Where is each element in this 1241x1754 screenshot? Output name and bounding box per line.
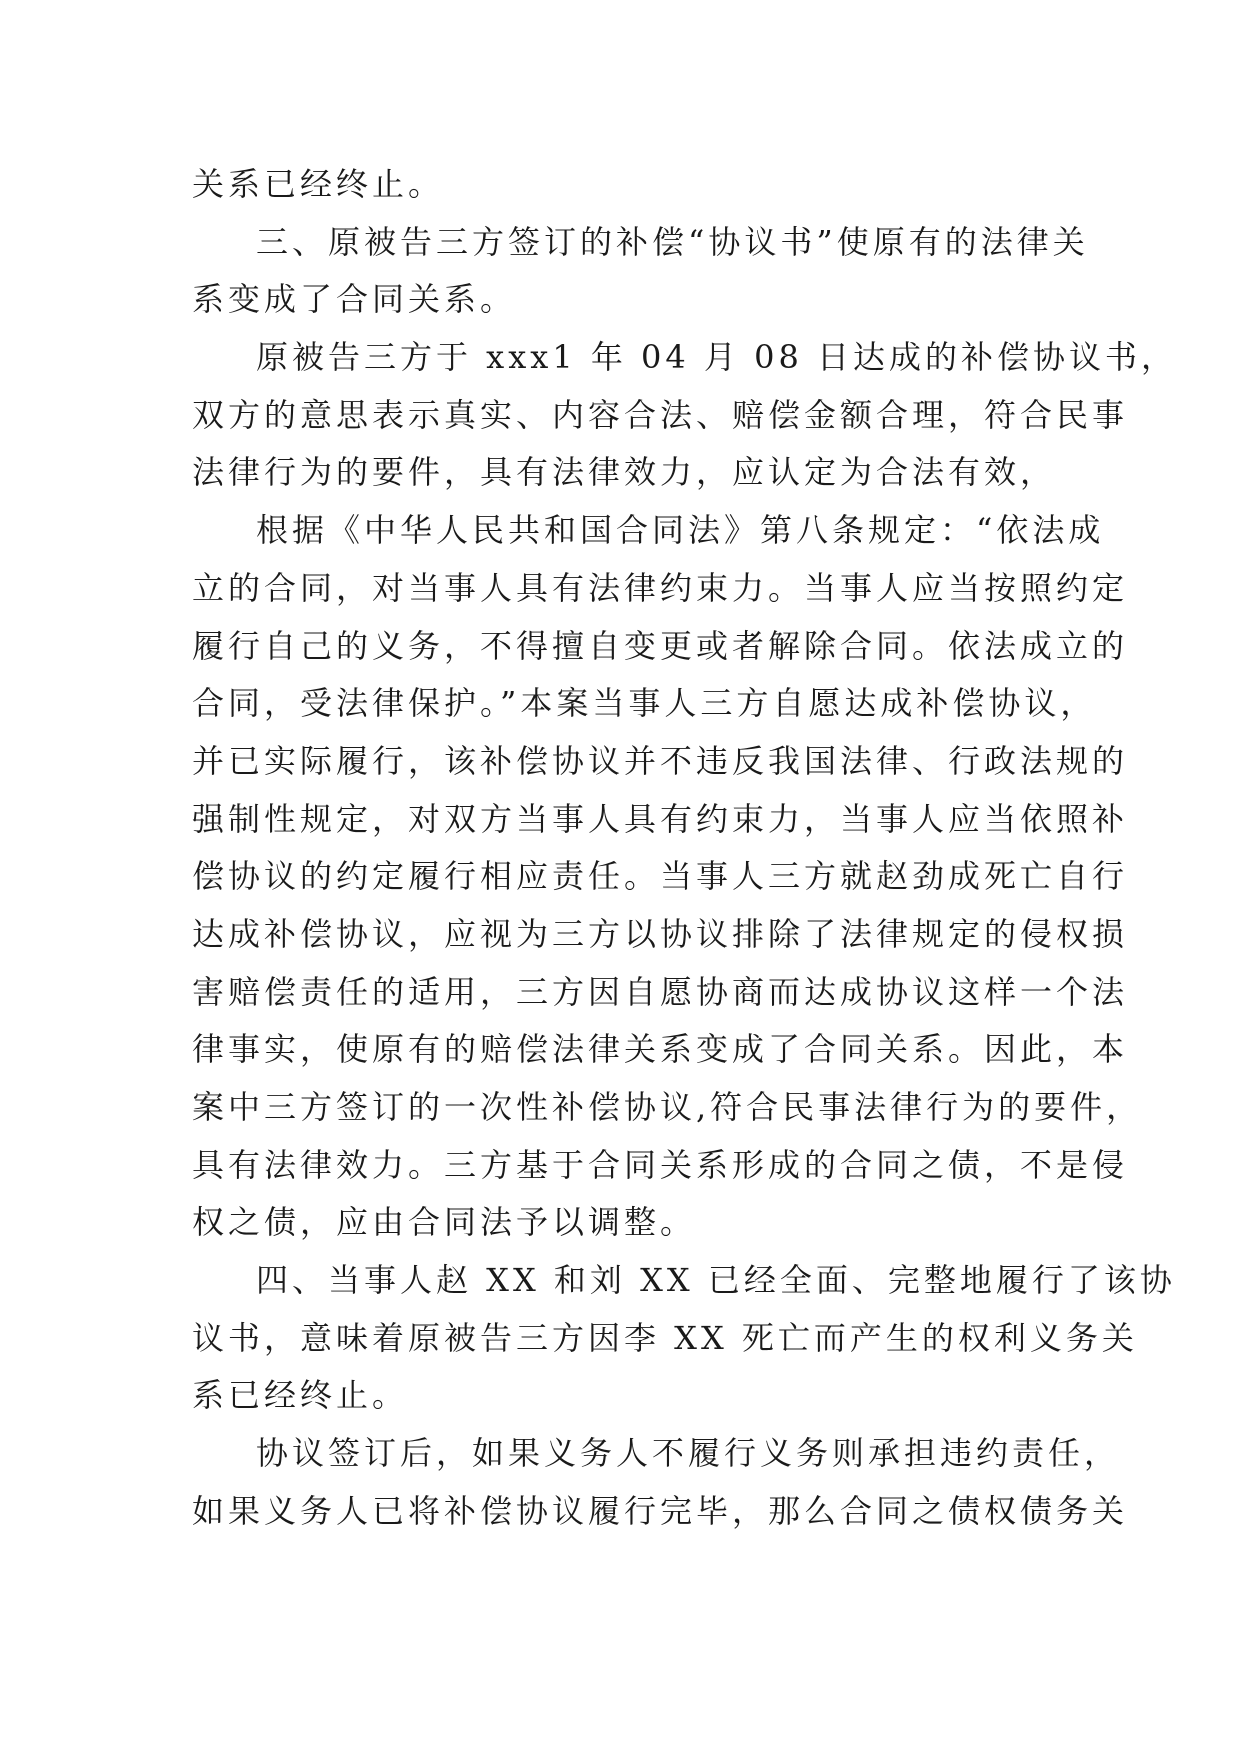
text-line: 具有法律效力。三方基于合同关系形成的合同之债，不是侵 [192, 1145, 1129, 1184]
text-line: 案中三方签订的一次性补偿协议,符合民事法律行为的要件， [192, 1088, 1143, 1126]
text-line: 原被告三方于 xxx1 年 04 月 08 日达成的补偿协议书， [256, 338, 1177, 377]
text-line: 系已经终止。 [192, 1376, 409, 1415]
text-line: 履行自己的义务，不得擅自变更或者解除合同。依法成立的 [192, 626, 1129, 665]
text-line: 系变成了合同关系。 [192, 280, 517, 319]
document-body [192, 156, 1177, 1541]
text-line: 律事实，使原有的赔偿法律关系变成了合同关系。因此，本 [192, 1030, 1129, 1069]
text-line: 权之债，应由合同法予以调整。 [192, 1203, 697, 1242]
text-line: 关系已经终止。 [192, 165, 445, 203]
text-line: 如果义务人已将补偿协议履行完毕，那么合同之债权债务关 [192, 1491, 1129, 1530]
text-line: 偿协议的约定履行相应责任。当事人三方就赵劲成死亡自行 [192, 857, 1129, 896]
text-line: 立的合同，对当事人具有法律约束力。当事人应当按照约定 [192, 568, 1129, 607]
text-line: 害赔偿责任的适用，三方因自愿协商而达成协议这样一个法 [192, 972, 1129, 1011]
text-line: 强制性规定，对双方当事人具有约束力，当事人应当依照补 [192, 799, 1129, 838]
text-line: 并已实际履行，该补偿协议并不违反我国法律、行政法规的 [192, 741, 1129, 780]
text-line: 议书，意味着原被告三方因李 XX 死亡而产生的权利义务关 [192, 1318, 1138, 1357]
text-line: 法律行为的要件，具有法律效力，应认定为合法有效， [192, 453, 1057, 492]
text-line: 根据《中华人民共和国合同法》第八条规定：“依法成 [256, 511, 1105, 550]
text-line: 双方的意思表示真实、内容合法、赔偿金额合理，符合民事 [192, 395, 1129, 434]
text-line: 协议签订后，如果义务人不履行义务则承担违约责任， [256, 1434, 1121, 1473]
text-line: 四、当事人赵 XX 和刘 XX 已经全面、完整地履行了该协 [256, 1261, 1176, 1300]
text-line: 三、原被告三方签订的补偿“协议书”使原有的法律关 [256, 222, 1089, 261]
text-line: 合同，受法律保护。”本案当事人三方自愿达成补偿协议， [192, 684, 1097, 723]
text-line: 达成补偿协议，应视为三方以协议排除了法律规定的侵权损 [192, 914, 1129, 953]
